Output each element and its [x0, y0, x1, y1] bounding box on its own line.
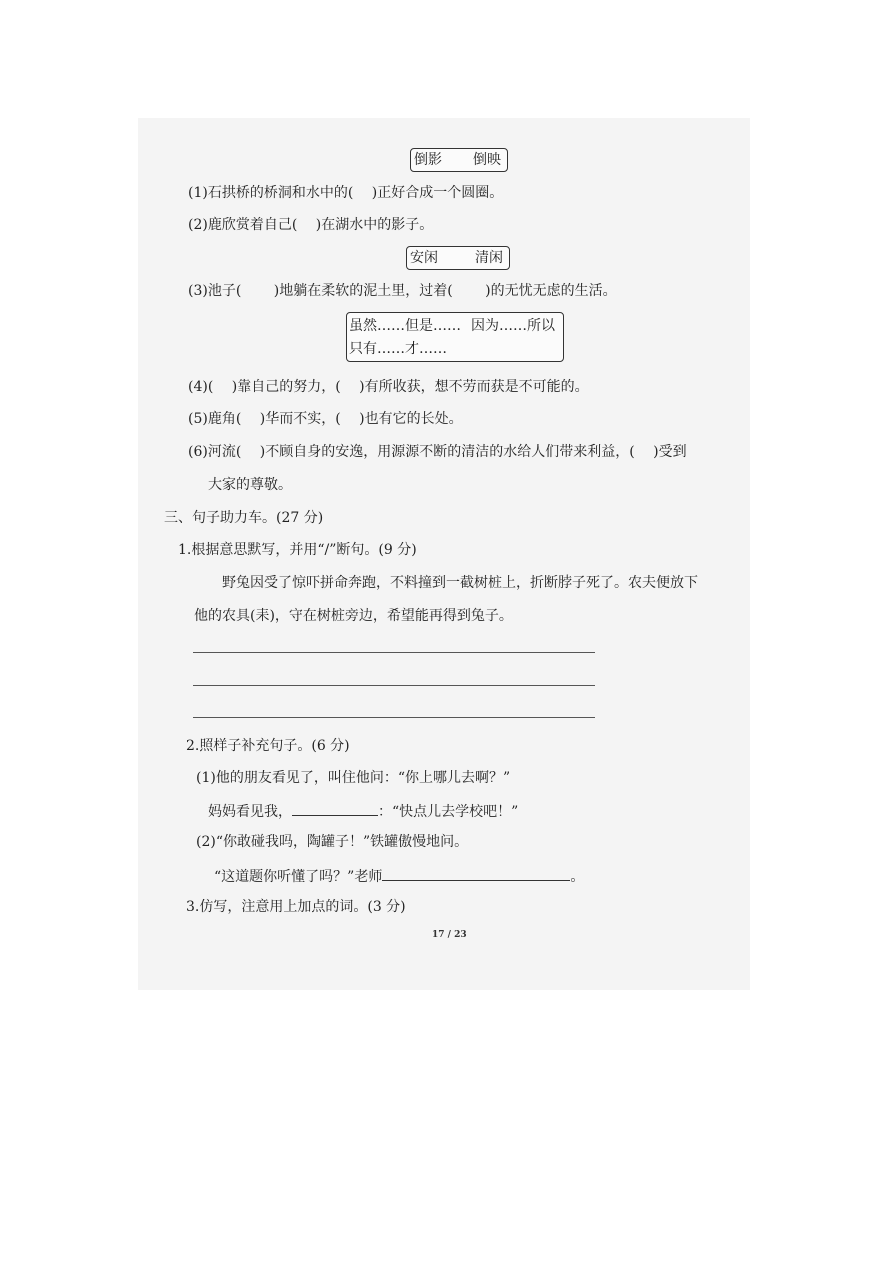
conjunction-option: 只有……才……	[349, 341, 447, 357]
example-sentence-1: (1)他的朋友看见了，叫住他问：“你上哪儿去啊？”	[196, 770, 511, 786]
question-5: (5)鹿角( )华而不实，( )也有它的长处。	[188, 411, 463, 427]
answer-line[interactable]	[193, 685, 595, 686]
fill-sentence-1-start: 妈妈看见我，	[208, 804, 292, 820]
page-number: 17 / 23	[432, 930, 467, 940]
conjunction-choice-box	[346, 312, 564, 362]
passage-line-1: 野兔因受了惊吓拼命奔跑，不料撞到一截树桩上，折断脖子死了。农夫便放下	[222, 575, 698, 591]
question-2: (2)鹿欣赏着自己( )在湖水中的影子。	[188, 217, 434, 233]
fill-sentence-1	[208, 801, 518, 821]
question-3: (3)池子( )地躺在柔软的泥土里，过着( )的无忧无虑的生活。	[188, 283, 617, 299]
example-sentence-2: (2)“你敢碰我吗，陶罐子！”铁罐傲慢地问。	[196, 834, 469, 850]
conjunction-option: 虽然……但是……	[349, 318, 461, 334]
question-1: (1)石拱桥的桥洞和水中的( )正好合成一个圆圈。	[188, 185, 504, 201]
fill-sentence-2-end: 。	[570, 869, 585, 885]
question-6-line-2: 大家的尊敬。	[208, 477, 292, 493]
question-4: (4)( )靠自己的努力，( )有所收获，想不劳而获是不可能的。	[188, 379, 589, 395]
word-choice-box-2	[406, 246, 510, 270]
fill-blank-1[interactable]	[292, 801, 378, 816]
answer-line[interactable]	[193, 717, 595, 718]
passage-line-2: 他的农具(耒)，守在树桩旁边，希望能再得到兔子。	[194, 608, 513, 624]
question-6-line-1: (6)河流( )不顾自身的安逸，用源源不断的清洁的水给人们带来利益，( )受到	[188, 444, 687, 460]
answer-line[interactable]	[193, 652, 595, 653]
item-1-title: 1.根据意思默写，并用“/”断句。(9 分)	[178, 542, 417, 558]
fill-blank-2[interactable]	[382, 866, 570, 881]
word-option: 清闲	[475, 250, 503, 266]
item-3-title: 3.仿写，注意用上加点的词。(3 分)	[186, 899, 406, 915]
word-option: 安闲	[410, 250, 438, 266]
conjunction-option: 因为……所以	[471, 318, 555, 334]
word-option: 倒映	[473, 152, 501, 168]
word-option: 倒影	[414, 152, 442, 168]
item-2-title: 2.照样子补充句子。(6 分)	[186, 738, 350, 754]
fill-sentence-2-start: “这道题你听懂了吗？”老师	[214, 869, 383, 885]
fill-sentence-1-end: ：“快点儿去学校吧！”	[378, 804, 519, 820]
section-heading: 三、句子助力车。(27 分)	[164, 510, 324, 526]
fill-sentence-2	[214, 866, 584, 886]
word-choice-box-1	[410, 148, 508, 172]
